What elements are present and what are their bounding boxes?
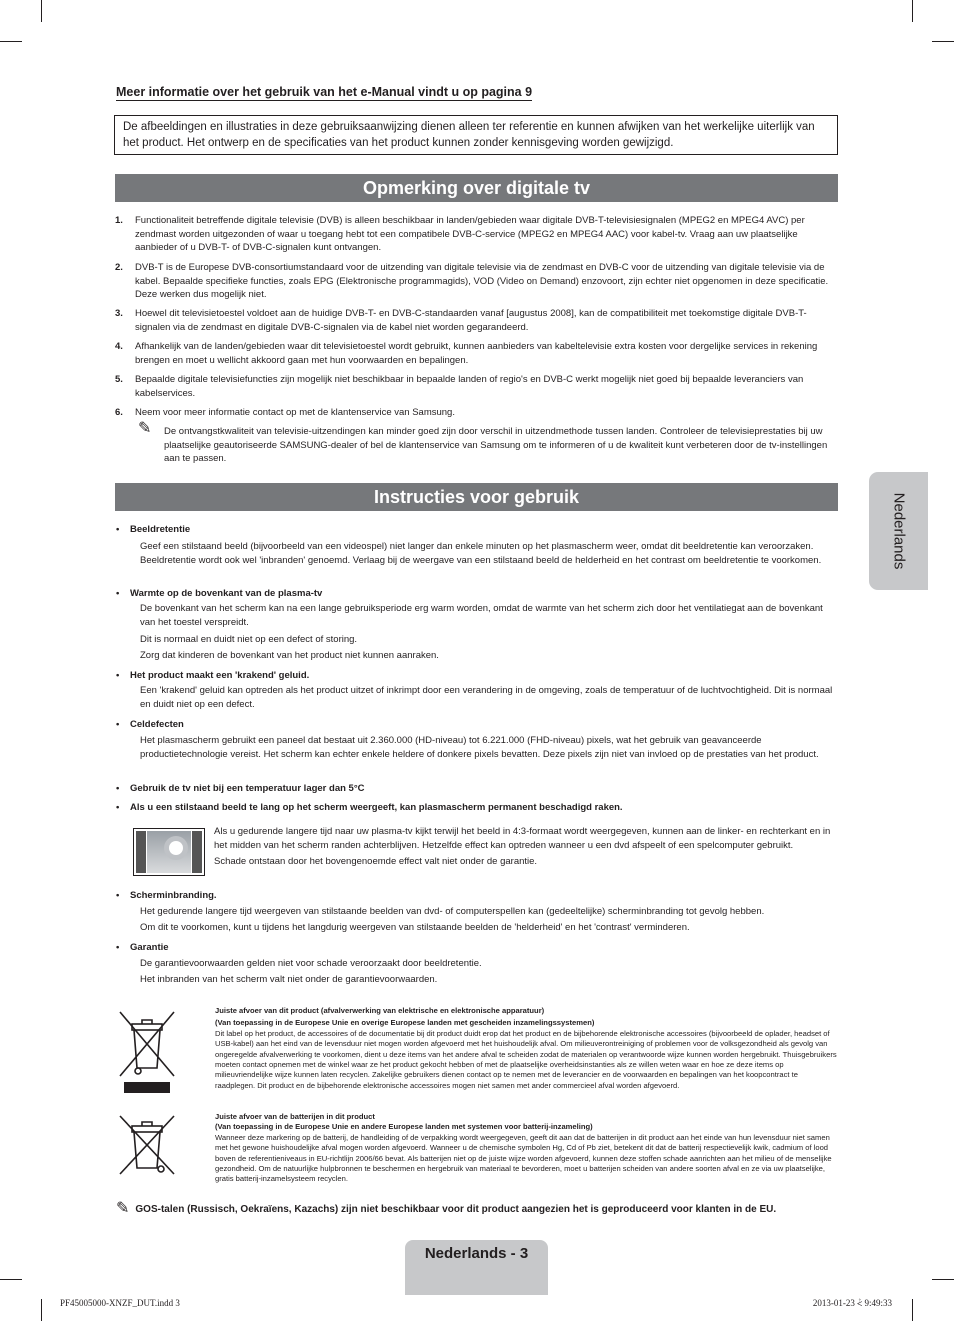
note — [138, 420, 838, 466]
disclaimer-box: De afbeeldingen en illustraties in deze gebruiksaanwijzing dienen alleen ter referentie en kunnen afwijken van het werkelijke uiterlijk van het product. Het ontwerp en de specificaties van het product kunnen zonder kennisgeving worden gewijzigd. — [114, 115, 838, 155]
bullet-icon: • — [116, 890, 120, 901]
item-number: 2. — [115, 262, 123, 273]
battery-section — [215, 1112, 837, 1185]
bullet-heading-text: Gebruik de tv niet bij een temperatuur lager dan 5°C — [130, 783, 365, 794]
bullet-icon: • — [116, 802, 120, 813]
pencil-note-icon: ✎ — [138, 420, 152, 437]
bullet-heading — [116, 718, 184, 731]
language-side-tab — [869, 472, 928, 590]
item-text: Bepaalde digitale televisiefuncties zijn mogelijk niet beschikbaar in bepaalde landen of regio's en DVB-C werkt mogelijk niet goed bij bepaalde leveranciers van kabelservices. — [135, 374, 804, 399]
bullet-text: Het inbranden van het scherm valt niet onder de garantievoorwaarden. — [140, 974, 438, 985]
bullet-heading-text: Het product maakt een 'krakend' geluid. — [130, 670, 310, 681]
battery-title: Juiste afvoer van de batterijen in dit product — [215, 1112, 375, 1121]
bullet-text: Geef een stilstaand beeld (bijvoorbeeld van een videospel) niet langer dan enkele minuten op het plasmascherm weer, omdat dit beeldretentie kan veroorzaken. Beeldretentie wordt ook wel 'inbranden' genoemd. Verlaag bij de weergave van een stilstaand beeld de helderheid en het contrast om beeldretentie te voorkomen. — [140, 541, 822, 566]
bullet-heading-text: Beeldretentie — [130, 524, 191, 535]
bullet-text: Zorg dat kinderen de bovenkant van het product niet kunnen aanraken. — [140, 650, 439, 661]
side-tab-label: Nederlands — [890, 492, 907, 570]
list-item — [115, 214, 840, 255]
bullet-text: De garantievoorwaarden gelden niet voor schade veroorzaakt door beeldretentie. — [140, 958, 482, 969]
bullet-heading-text: Warmte op de bovenkant van de plasma-tv — [130, 588, 323, 599]
item-text: Functionaliteit betreffende digitale televisie (DVB) is alleen beschikbaar in landen/gebieden waar digitale DVB-T-televisiesignalen (MPEG2 en MPEG4 AVC) per zendmast worden uitgezonden of waar u toegang hebt tot een compatibele DVB-C-service (MPEG2 en MPEG4 AAC) voor kabel-tv. Vraag aan uw plaatselijke aanbieder of u DVB-T- of DVB-C-signalen kunt ontvangen. — [135, 215, 805, 253]
crop-mark — [41, 1299, 42, 1321]
item-number: 5. — [115, 374, 123, 385]
bullet-text: Het plasmascherm gebruikt een paneel dat bestaat uit 2.360.000 (HD-niveau) tot 6.221.000 (FHD-niveau) pixels, wat het gebruik van geavanceerde productietechnologie vereist. Het scherm kan echter enkele heldere of donkere pixels bevatten. Deze pixels zijn niet van invloed op de prestaties van het product. — [140, 735, 819, 760]
battery-subtitle: (Van toepassing in de Europese Unie en andere Europese landen met systemen voor batterij-inzameling) — [215, 1122, 593, 1132]
bullet-heading-text: Celdefecten — [130, 719, 184, 730]
bullet-heading-text: Als u een stilstaand beeld te lang op het scherm weergeeft, kan plasmascherm permanent beschadigd raken. — [130, 802, 623, 813]
bullet-heading — [116, 801, 623, 814]
bullet-heading-text: Scherminbranding. — [130, 890, 217, 901]
item-text: Hoewel dit televisietoestel voldoet aan de huidige DVB-T- en DVB-C-standaarden vanaf [augustus 2008], kan de compatibiliteit met toekomstige digitale DVB-T-signalen via de zendmast en digitale DVB-C-signalen via de kabel niet worden gegarandeerd. — [135, 308, 807, 333]
tv-illustration — [133, 828, 205, 876]
crop-mark — [932, 41, 954, 42]
crop-mark — [41, 0, 42, 22]
bullet-icon: • — [116, 588, 120, 599]
tv-caption-text: Schade ontstaan door het bovengenoemde effect valt niet onder de garantie. — [214, 856, 538, 867]
item-number: 6. — [115, 407, 123, 418]
crossed-bin-icon — [118, 1010, 176, 1101]
list-item — [115, 340, 840, 367]
item-text: Afhankelijk van de landen/gebieden waar dit televisietoestel wordt gebruikt, kunnen aanbieders van kabeltelevisie extra kosten voor dergelijke services in rekening brengen en moet u wellicht akkoord gaan met hun voorwaarden en bepalingen. — [135, 341, 818, 366]
bullet-text: De bovenkant van het scherm kan na een lange gebruiksperiode erg warm worden, omdat de warmte van het scherm zich door het ventilatiegat aan de bovenkant van het toestel verspreidt. — [140, 603, 823, 628]
crop-mark — [932, 1279, 954, 1280]
flower-image — [169, 841, 183, 855]
crop-mark — [912, 0, 913, 22]
bullet-icon: • — [116, 524, 120, 535]
item-text: Neem voor meer informatie contact op met de klantenservice van Samsung. — [135, 407, 455, 418]
item-text: DVB-T is de Europese DVB-consortiumstandaard voor de uitzending van digitale televisie via de zendmast en DVB-C voor de uitzending van digitale televisie via de kabel. Bepaalde specifieke functies, zoals EPG (Elektronische programmagids), VOD (Video on Demand) enzovoort, zijn echter niet opgenomen in deze specificatie. Deze werken dus mogelijk niet. — [135, 262, 829, 300]
crossed-bin-icon — [118, 1114, 176, 1181]
bullet-heading — [116, 587, 322, 600]
bullet-text: Het gedurende langere tijd weergeven van stilstaande beelden van dvd- of computerspellen kan (gedeeltelijke) scherminbranding tot gevolg hebben. — [140, 906, 765, 917]
item-number: 3. — [115, 308, 123, 319]
emanual-reference-text: Meer informatie over het gebruik van het e-Manual vindt u op pagina 9 — [116, 85, 533, 99]
footer-timestamp: 2013-01-23 ⩻ 9:49:33 — [812, 1298, 892, 1308]
list-item — [115, 261, 840, 302]
bullet-heading-text: Garantie — [130, 942, 169, 953]
bullet-text: Om dit te voorkomen, kunt u tijdens het langdurig weergeven van stilstaande beelden de 'helderheid' en het 'contrast' verminderen. — [140, 922, 690, 933]
bullet-heading — [116, 782, 365, 795]
bullet-icon: • — [116, 942, 120, 953]
list-item — [115, 406, 840, 420]
tv-side-bar — [192, 831, 202, 873]
page-number-tab: Nederlands - 3 — [405, 1240, 548, 1295]
weee-section — [215, 1006, 837, 1091]
weee-title: Juiste afvoer van dit product (afvalverwerking van elektrische en elektronische apparatuur) — [215, 1006, 545, 1015]
section-title-digital-tv: Opmerking over digitale tv — [115, 174, 838, 202]
bullet-heading — [116, 523, 190, 536]
bullet-text: Dit is normaal en duidt niet op een defect of storing. — [140, 634, 358, 645]
item-number: 1. — [115, 215, 123, 226]
bullet-icon: • — [116, 670, 120, 681]
gos-note-text: GOS-talen (Russisch, Oekraïens, Kazachs) zijn niet beschikbaar voor dit product aangezien het is geproduceerd voor klanten in de EU. — [135, 1204, 777, 1215]
emanual-reference — [116, 85, 532, 99]
bullet-icon: • — [116, 719, 120, 730]
item-number: 4. — [115, 341, 123, 352]
tv-side-bar — [136, 831, 146, 873]
section-title-instructions: Instructies voor gebruik — [115, 483, 838, 511]
tv-caption-text: Als u gedurende langere tijd naar uw plasma-tv kijkt terwijl het beeld in 4:3-formaat wordt weergegeven, kunnen aan de linker- en rechterkant en in het midden van het scherm randen achterblijven. Hetzelfde effect kan optreden wanneer u een dvd afspeelt of een spelcomputer gebruikt. — [214, 826, 831, 851]
bullet-heading — [116, 889, 217, 902]
crop-mark — [0, 1279, 22, 1280]
list-item — [115, 307, 840, 334]
bullet-text: Een 'krakend' geluid kan optreden als het product uitzet of inkrimpt door een verandering in de omgeving, zoals de temperatuur of de luchtvochtigheid. Dit is normaal en duidt niet op een defect. — [140, 685, 833, 710]
battery-text: Wanneer deze markering op de batterij, de handleiding of de verpakking wordt weergegeven, geeft dit aan dat de batterijen in dit product aan het einde van hun levensduur niet samen met het gewone huishoudelijke afval mogen worden afgevoerd. Wanneer u de chemische symbolen Hg, Cd of Pb ziet, betekent dit dat de batterij respectievelijk kwik, cadmium of lood boven de referentieniveaus in EU-richtlijn 2006/66 bevat. Als batterijen niet op de juiste wijze worden afgevoerd, kunnen deze stoffen schade aanrichten aan het milieu of de menselijke gezondheid. Om de natuurlijke hulpbronnen te beschermen en hergebruik van materiaal te bevorderen, moet u batterijen scheiden van andere soorten afval en ze via uw plaatselijke, gratis batterij-inzamelsysteem recyclen. — [215, 1132, 832, 1184]
tv-screen — [147, 831, 191, 873]
pencil-note-icon: ✎ — [116, 1200, 130, 1217]
weee-text: Dit label op het product, de accessoires of de documentatie bij dit product duidt erop dat het product en de bijbehorende elektronische accessoires (bijvoorbeeld de oplader, headset of USB-kabel) aan het eind van de levensduur niet mogen worden afgevoerd met het huishoudelijk afval. Om milieuverontreiniging of problemen voor de volksgezondheid als gevolg van ongeregelde afvalverwerking te voorkomen, dient u deze items van het andere afval te scheiden zodat de materialen op verantwoorde wijze kunnen worden hergebruikt. Thuisgebruikers moeten contact opnemen met de winkel waar ze het product gekocht hebben of met de plaatselijke overheidsinstanties als ze willen weten waar en hoe ze deze items op milieuvriendelijke wijze kunnen laten recyclen. Zakelijke gebruikers dienen contact op te nemen met de leverancier en de voorwaarden en bepalingen van het koopcontract te raadplegen. Dit product en de bijbehorende elektronische accessoires mogen niet samen met ander commercieel afval worden afgevoerd. — [215, 1028, 837, 1090]
crop-mark — [0, 41, 22, 42]
crop-mark — [912, 1299, 913, 1321]
bullet-heading — [116, 941, 169, 954]
bullet-icon: • — [116, 783, 120, 794]
list-item — [115, 373, 840, 400]
weee-subtitle: (Van toepassing in de Europese Unie en overige Europese landen met gescheiden inzamelingssystemen) — [215, 1018, 595, 1028]
footer-filename: PF45005000-XNZF_DUT.indd 3 — [60, 1298, 180, 1308]
note-text: De ontvangstkwaliteit van televisie-uitzendingen kan minder goed zijn door verschil in uitzendmethode tussen landen. Controleer de televisieprestaties bij uw plaatselijke geautoriseerde SAMSUNG-dealer of bel de klantenservice van Samsung om te informeren of u de kwaliteit kunt verbeteren door de tv-instellingen aan te passen. — [164, 426, 828, 464]
tv-caption — [214, 825, 838, 869]
bullet-heading — [116, 669, 309, 682]
gos-note — [116, 1198, 838, 1218]
